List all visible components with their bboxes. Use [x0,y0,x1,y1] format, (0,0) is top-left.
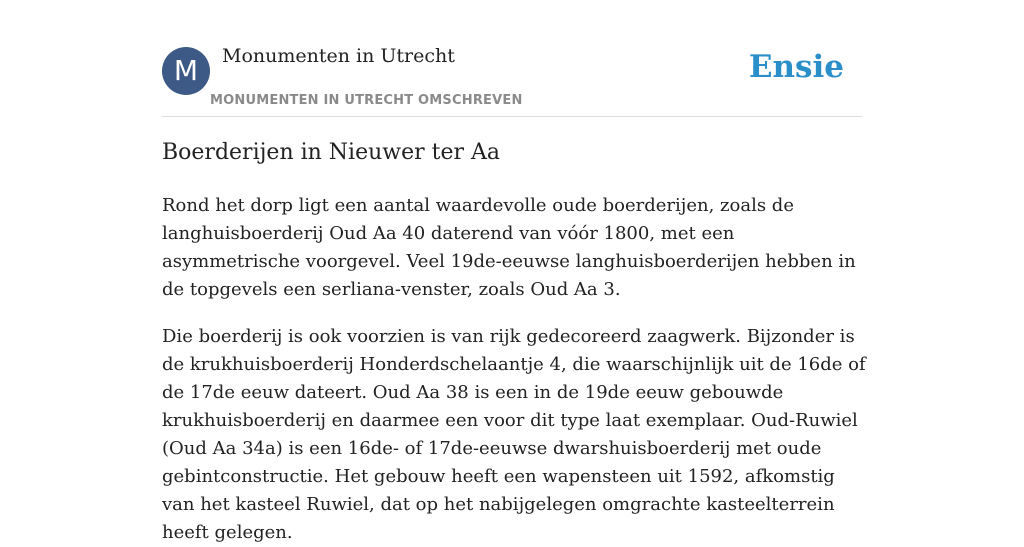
content-column [162,0,866,543]
header [162,0,862,117]
avatar[interactable]: M [162,47,210,95]
article-paragraph-2: Die boerderij is ook voorzien is van rijk gedecoreerd zaagwerk. Bijzonder is de krukhuisboerderij Honderdschelaantje 4, die waarschijnlijk uit de 16de of de 17de eeuw dateert. Oud Aa 38 is een in de 19de eeuw gebouwde krukhuisboerderij en daarmee een voor dit type laat exemplaar. Oud-Ruwiel (Oud Aa 34a) is een 16de- of 17de-eeuwse dwarshuisboerderij met oude gebintconstructie. Het gebouw heeft een wapensteen uit 1592, afkomstig van het kasteel Ruwiel, dat op het nabijgelegen omgrachte kasteelterrein heeft gelegen. [162,326,866,543]
ensie-logo[interactable]: Ensie [748,49,844,85]
article-paragraph-1: Rond het dorp ligt een aantal waardevolle oude boerderijen, zoals de langhuisboerderij Oud Aa 40 daterend van vóór 1800, met een asymmetrische voorgevel. Veel 19de-eeuwse langhuisboerderijen hebben in de topgevels een serliana-venster, zoals Oud Aa 3. [162,195,856,300]
article-title: Boerderijen in Nieuwer ter Aa [162,140,501,165]
site-title[interactable]: Monumenten in Utrecht [222,45,455,67]
site-subtitle: MONUMENTEN IN UTRECHT OMSCHREVEN [210,93,523,108]
